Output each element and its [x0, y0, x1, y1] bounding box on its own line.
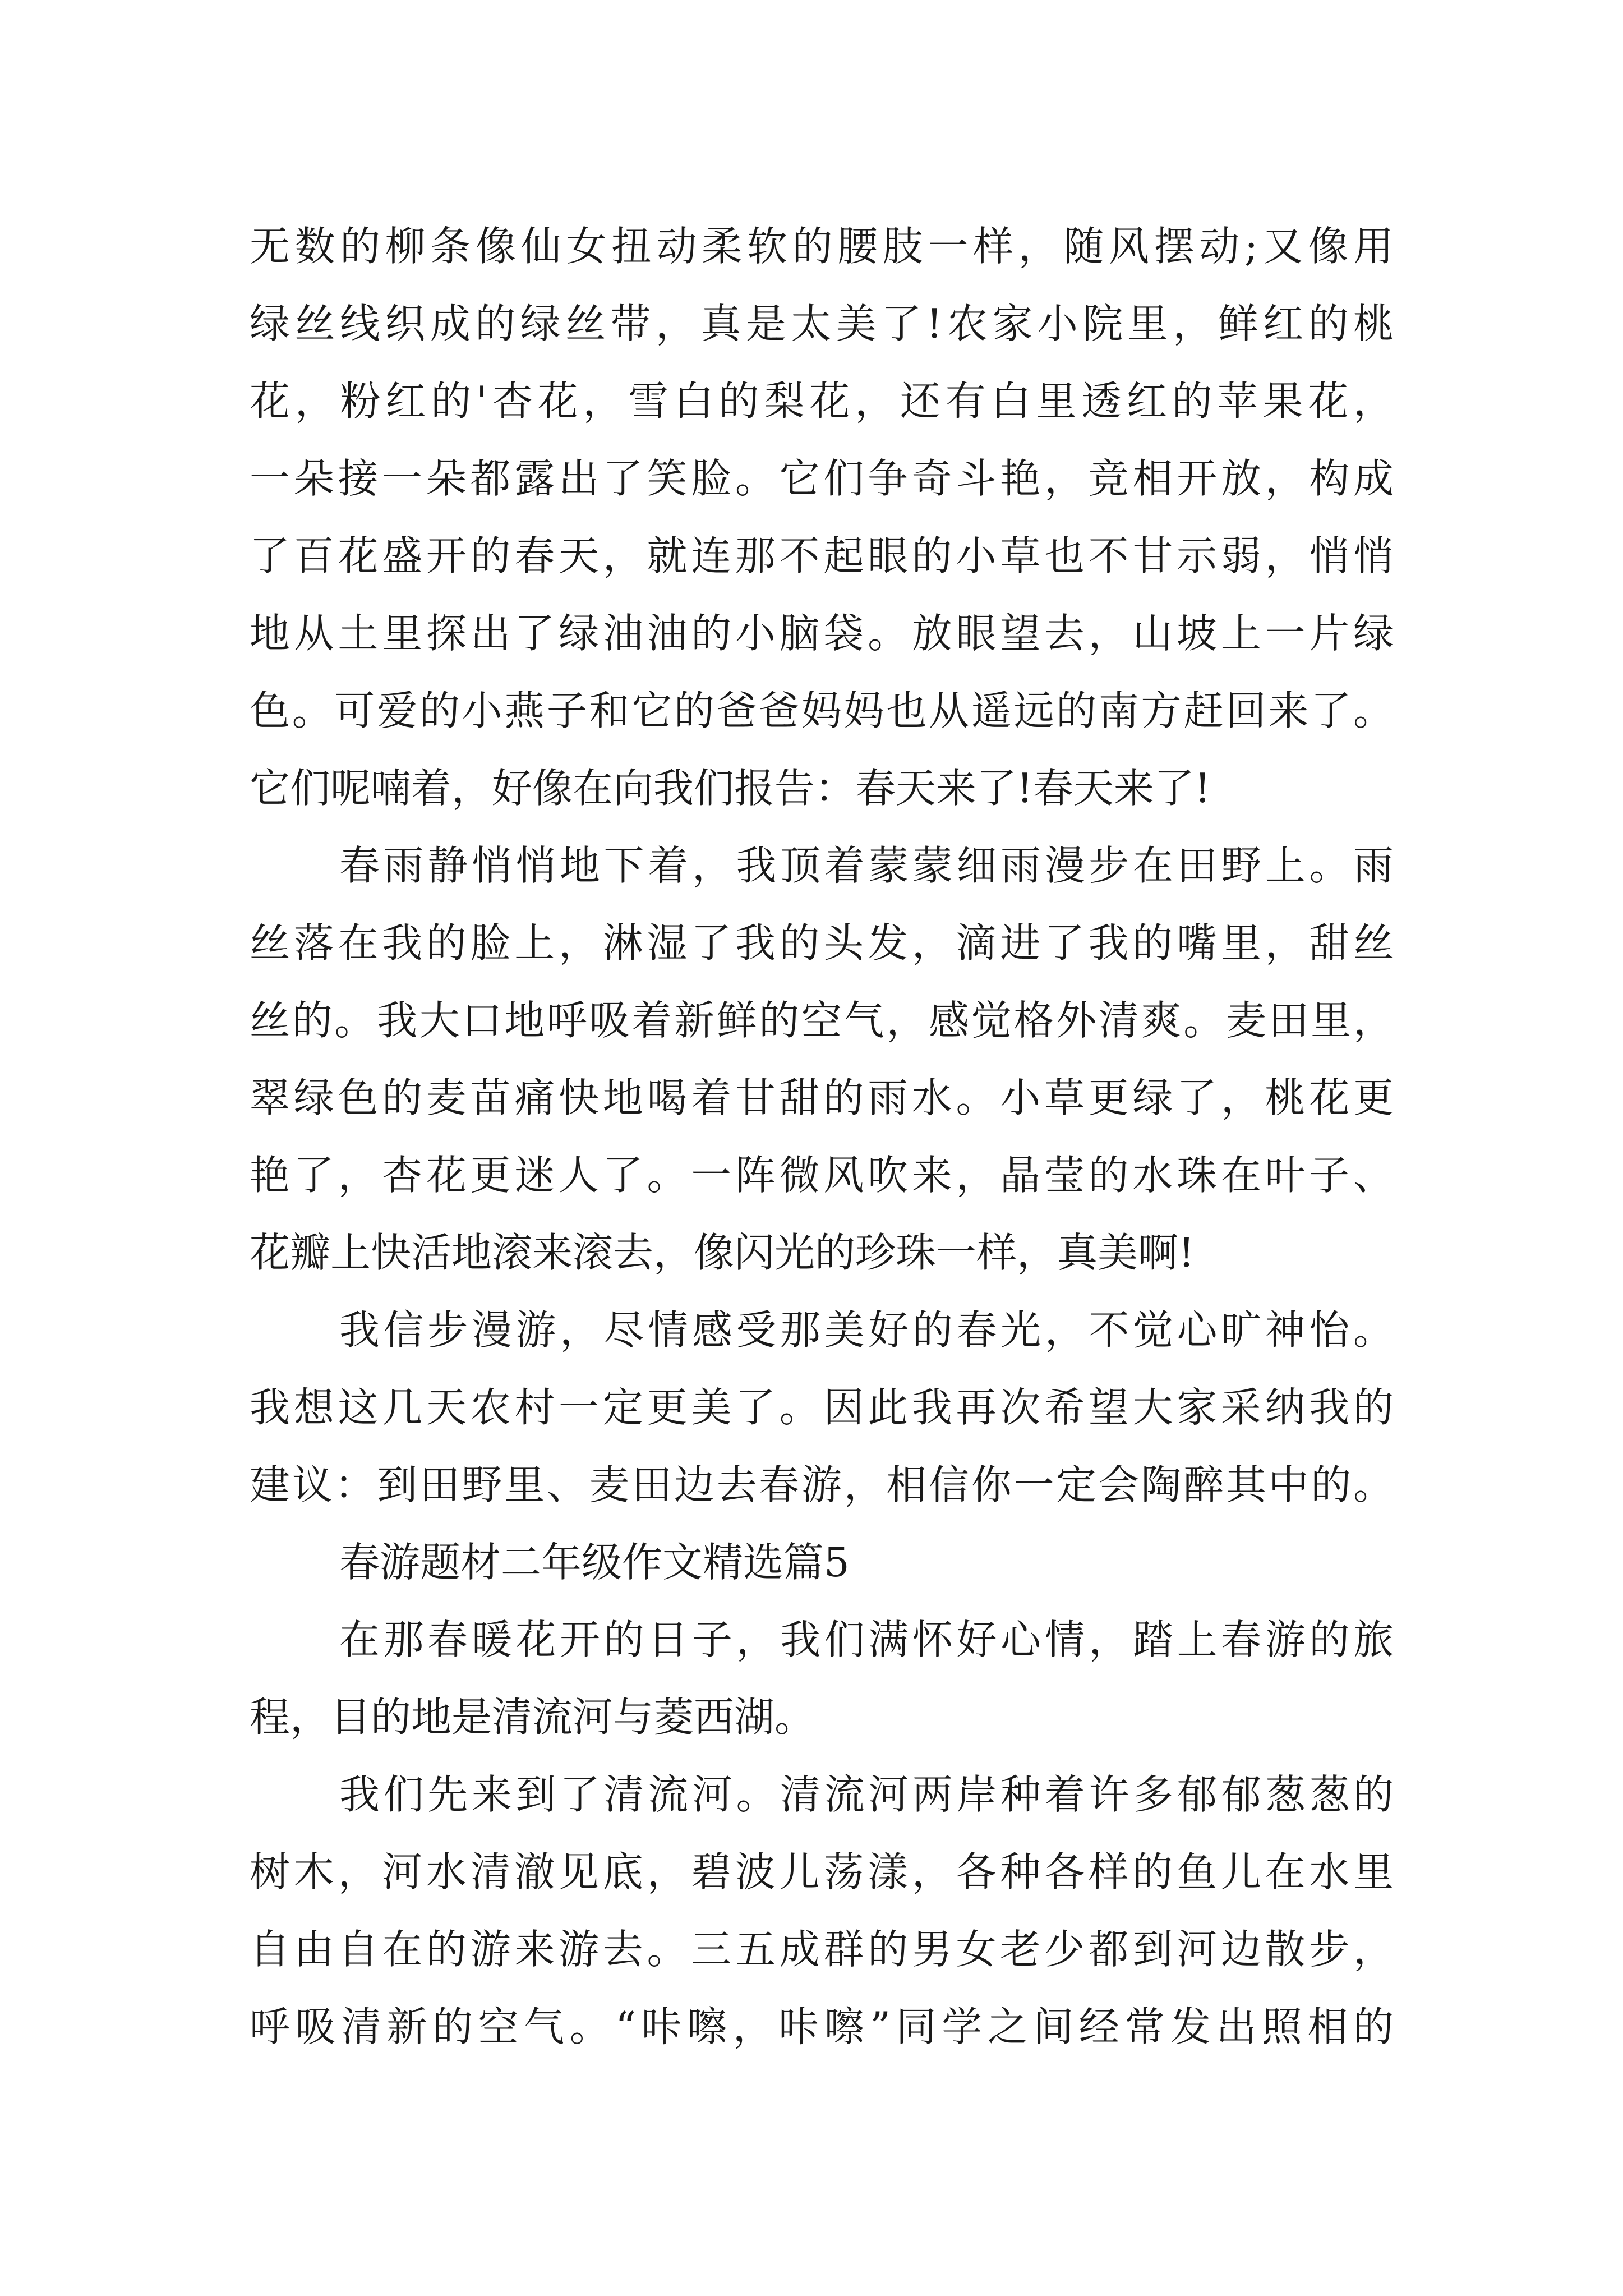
text-line: 一朵接一朵都露出了笑脸。它们争奇斗艳，竞相开放，构成 — [250, 455, 1394, 502]
text-line: 建议：到田野里、麦田边去春游，相信你一定会陶醉其中的。 — [250, 1461, 1394, 1508]
text-line: 色。可爱的小燕子和它的爸爸妈妈也从遥远的南方赶回来了。 — [250, 687, 1394, 734]
text-line: 它们呢喃着，好像在向我们报告：春天来了!春天来了! — [250, 765, 1211, 812]
text-line: 我想这几天农村一定更美了。因此我再次希望大家采纳我的 — [250, 1384, 1394, 1431]
text-line: 春雨静悄悄地下着，我顶着蒙蒙细雨漫步在田野上。雨 — [339, 842, 1394, 889]
text-line: 无数的柳条像仙女扭动柔软的腰肢一样，随风摆动;又像用 — [250, 223, 1394, 270]
text-line: 在那春暖花开的日子，我们满怀好心情，踏上春游的旅 — [339, 1616, 1394, 1663]
text-line: 我信步漫游，尽情感受那美好的春光，不觉心旷神怡。 — [339, 1306, 1394, 1354]
text-line: 花，粉红的'杏花，雪白的梨花，还有白里透红的苹果花， — [250, 378, 1394, 425]
text-line: 丝落在我的脸上，淋湿了我的头发，滴进了我的嘴里，甜丝 — [250, 919, 1394, 967]
text-line: 翠绿色的麦苗痛快地喝着甘甜的雨水。小草更绿了，桃花更 — [250, 1074, 1394, 1121]
document-body — [250, 208, 1394, 2065]
text-line: 我们先来到了清流河。清流河两岸种着许多郁郁葱葱的 — [339, 1771, 1394, 1818]
text-line: 艳了，杏花更迷人了。一阵微风吹来，晶莹的水珠在叶子、 — [250, 1152, 1394, 1199]
text-line: 呼吸清新的空气。“咔嚓，咔嚓”同学之间经常发出照相的 — [250, 2003, 1394, 2050]
text-line: 丝的。我大口地呼吸着新鲜的空气，感觉格外清爽。麦田里， — [250, 997, 1394, 1044]
section-heading: 春游题材二年级作文精选篇5 — [339, 1539, 850, 1586]
text-line: 自由自在的游来游去。三五成群的男女老少都到河边散步， — [250, 1926, 1394, 1973]
text-line: 花瓣上快活地滚来滚去，像闪光的珍珠一样，真美啊! — [250, 1229, 1195, 1276]
text-line: 了百花盛开的春天，就连那不起眼的小草也不甘示弱，悄悄 — [250, 532, 1394, 579]
text-line: 树木，河水清澈见底，碧波儿荡漾，各种各样的鱼儿在水里 — [250, 1848, 1394, 1895]
text-line: 程，目的地是清流河与菱西湖。 — [250, 1694, 815, 1741]
text-line: 绿丝线织成的绿丝带，真是太美了!农家小院里，鲜红的桃 — [250, 300, 1394, 347]
text-line: 地从土里探出了绿油油的小脑袋。放眼望去，山坡上一片绿 — [250, 610, 1394, 657]
